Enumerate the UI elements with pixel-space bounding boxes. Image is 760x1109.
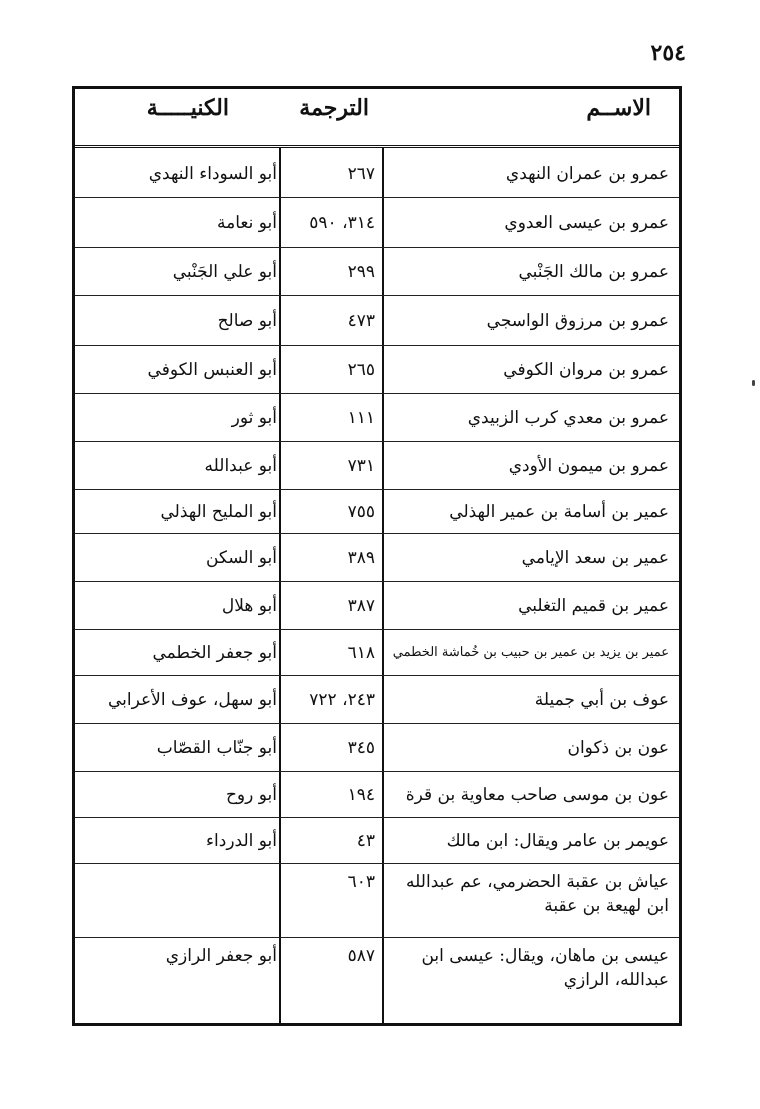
header-name: الاســم <box>586 95 651 121</box>
row-name: عمرو بن عيسى العدوي <box>504 212 669 233</box>
table-row <box>75 772 679 818</box>
table-row <box>75 490 679 534</box>
row-name: عون بن موسى صاحب معاوية بن قرة <box>405 784 669 805</box>
row-name: عمرو بن مالك الجَنْبي <box>518 261 669 282</box>
page-number: ٢٥٤ <box>650 40 686 66</box>
row-kunya: أبو جعفر الرازي <box>165 946 277 966</box>
row-kunya: أبو نعامة <box>217 212 277 233</box>
table-row <box>75 724 679 772</box>
table-header <box>75 89 679 148</box>
row-biography: ٤٧٣ <box>347 310 375 331</box>
row-name: عمير بن سعد الإيامي <box>521 547 669 568</box>
row-name: عمرو بن مروان الكوفي <box>503 359 669 380</box>
table-row <box>75 248 679 296</box>
row-name: عمرو بن ميمون الأودي <box>508 455 669 476</box>
row-biography: ٢٤٣، ٧٢٢ <box>309 689 375 710</box>
row-name: عمير بن قميم التغلبي <box>518 595 669 616</box>
row-name: عيسى بن ماهان، ويقال: عيسى ابن عبدالله، الرازي <box>421 946 669 990</box>
row-name: عمير بن يزيد بن عمير بن حبيب بن خُماشة الخطمي <box>392 644 669 660</box>
row-kunya: أبو سهل، عوف الأعرابي <box>107 689 277 710</box>
row-kunya: أبو جعفر الخطمي <box>152 642 277 663</box>
row-biography: ٦٠٣ <box>347 872 375 892</box>
table-row <box>75 442 679 490</box>
table-row <box>75 198 679 248</box>
table-row <box>75 150 679 198</box>
row-kunya: أبو هلال <box>221 595 277 616</box>
row-kunya: أبو علي الجَنْبي <box>172 261 277 282</box>
table-row <box>75 864 679 938</box>
row-biography: ٣٨٧ <box>347 595 375 616</box>
row-kunya: أبو العنبس الكوفي <box>147 359 277 380</box>
scan-mark <box>752 380 755 386</box>
table-row <box>75 296 679 346</box>
row-biography: ٣٨٩ <box>347 547 375 568</box>
row-biography: ٥٨٧ <box>347 946 375 966</box>
row-kunya: أبو الدرداء <box>206 830 277 851</box>
row-name: عمرو بن معدي كرب الزبيدي <box>467 407 669 428</box>
row-name: عون بن ذكوان <box>567 737 669 758</box>
table-row <box>75 938 679 1023</box>
table-row <box>75 394 679 442</box>
row-name: عمير بن أسامة بن عمير الهذلي <box>449 501 669 522</box>
row-kunya: أبو المليح الهذلي <box>160 501 277 522</box>
row-kunya: أبو صالح <box>217 310 277 331</box>
row-biography: ٢٩٩ <box>347 261 375 282</box>
table-row <box>75 582 679 630</box>
table-row <box>75 676 679 724</box>
table-row <box>75 534 679 582</box>
row-biography: ٣١٤، ٥٩٠ <box>309 212 375 233</box>
row-name: عمرو بن عمران النهدي <box>505 163 669 184</box>
row-kunya: أبو روح <box>225 784 277 805</box>
table-row <box>75 346 679 394</box>
names-table <box>72 86 682 1026</box>
row-biography: ٢٦٧ <box>347 163 375 184</box>
row-biography: ٧٣١ <box>347 455 375 476</box>
row-biography: ٧٥٥ <box>347 501 375 522</box>
row-biography: ٤٣ <box>356 830 375 851</box>
row-name: عياش بن عقبة الحضرمي، عم عبدالله ابن لهيعة بن عقبة <box>406 872 669 916</box>
row-kunya: أبو جنّاب القصّاب <box>156 737 277 758</box>
header-biography: الترجمة <box>299 95 369 121</box>
header-kunya: الكنيـــــة <box>146 95 229 121</box>
table-row <box>75 630 679 676</box>
table-row <box>75 818 679 864</box>
row-kunya: أبو عبدالله <box>204 455 277 476</box>
row-name: عمرو بن مرزوق الواسجي <box>486 310 669 331</box>
row-kunya: أبو السكن <box>205 547 277 568</box>
row-kunya <box>81 864 277 937</box>
row-kunya: أبو السوداء النهدي <box>148 163 277 184</box>
row-biography: ٣٤٥ <box>347 737 375 758</box>
row-biography: ١٩٤ <box>347 784 375 805</box>
row-name: عويمر بن عامر ويقال: ابن مالك <box>446 830 669 851</box>
row-biography: ٢٦٥ <box>347 359 375 380</box>
row-biography: ١١١ <box>347 407 375 428</box>
row-kunya: أبو ثور <box>231 407 277 428</box>
row-biography: ٦١٨ <box>347 642 375 663</box>
row-name: عوف بن أبي جميلة <box>534 689 669 710</box>
